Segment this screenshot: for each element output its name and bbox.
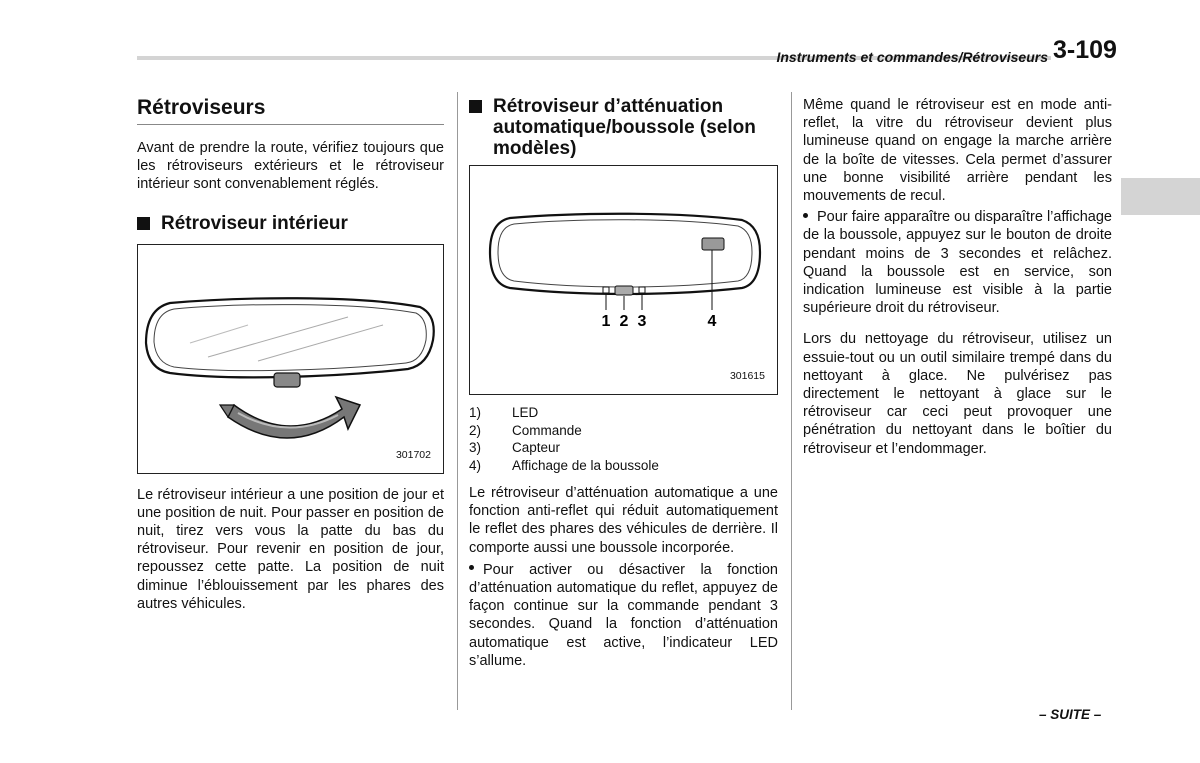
chapter-thumb-tab — [1121, 178, 1200, 215]
legend-item: 3) Capteur — [469, 440, 561, 455]
column-left — [137, 96, 444, 613]
bullet-paragraph: Pour faire apparaître ou disparaître l’affichage de la boussole, appuyez sur le bouton de droite pendant moins de 3 secondes et relâchez. Quand la boussole est en service, son indication lumineuse est visible à la partie supérieure droit du rétroviseur. — [803, 209, 1112, 317]
column-right — [803, 96, 1112, 458]
column-middle — [469, 96, 778, 670]
callout-1: 1 — [601, 313, 611, 330]
running-header: Instruments et commandes/Rétroviseurs — [776, 49, 1048, 65]
bullet-dot-icon — [469, 565, 474, 570]
callout-3: 3 — [637, 313, 647, 330]
continued-marker: – SUITE – — [1039, 707, 1102, 722]
bullet-paragraph: Pour activer ou désactiver la fonction d’atténuation automatique du reflet, appuyez de façon continue sur la commande pendant 3 secondes. Quand la fonction d’atténuation automatique est active, l’indicateur LED s’allume. — [469, 561, 778, 669]
interior-mirror-figure — [137, 244, 444, 474]
bullet-dot-icon — [803, 213, 808, 218]
legend-item: 4) Affichage de la boussole — [469, 457, 659, 473]
square-bullet-icon — [469, 100, 482, 113]
auto-dimming-mirror-illustration — [470, 166, 777, 394]
column-divider — [457, 92, 458, 710]
body-paragraph: Le rétroviseur intérieur a une position de jour et une position de nuit. Pour passer en position de nuit, tirez vers vous la patte du bas du rétroviseur. Pour revenir en position de jour, repoussez cette patte. La position de nuit diminue l’éblouissement par les phares des autres véhicules. — [137, 486, 444, 612]
square-bullet-icon — [137, 217, 150, 230]
body-paragraph: Le rétroviseur d’atténuation automatique a une fonction anti-reflet qui réduit automatiquement le reflet des phares des véhicules de derrière. Il comporte aussi une boussole incorporée. — [469, 485, 778, 556]
intro-paragraph: Avant de prendre la route, vérifiez toujours que les rétroviseurs extérieurs et le rétroviseur intérieur sont convenablement réglés. — [137, 140, 444, 193]
legend-item: 2) Commande — [469, 422, 582, 438]
subsection-title-auto-dimming — [469, 96, 778, 159]
figure-id: 301702 — [395, 448, 431, 461]
page-number: 3-109 — [1053, 36, 1117, 64]
figure-id: 301615 — [729, 370, 765, 382]
subsection-title-text: Rétroviseur intérieur — [161, 212, 348, 234]
section-title: Rétroviseurs — [137, 96, 444, 125]
callout-4: 4 — [707, 313, 717, 330]
column-divider — [791, 92, 792, 710]
auto-dimming-mirror-figure — [469, 165, 778, 395]
body-paragraph: Même quand le rétroviseur est en mode anti-reflet, la vitre du rétroviseur devient plus lumineuse quand on engage la marche arrière de la boîte de vitesses. Cela permet d’assurer une bonne visibilité arrière pendant les mouvements de recul. — [803, 97, 1112, 205]
interior-mirror-illustration — [138, 245, 443, 473]
subsection-title-text: Rétroviseur d’atténuation automatique/boussole (selon modèles) — [493, 96, 756, 159]
figure-legend — [469, 404, 778, 474]
body-paragraph: Lors du nettoyage du rétroviseur, utilisez un essuie-tout ou un outil similaire trempé dans du nettoyant à glace. Ne pulvérisez pas directement le nettoyant à glace sur le rétroviseur car ceci peut provoquer une pénétration du nettoyant dans le boîtier du rétroviseur et l’endommager. — [803, 331, 1112, 457]
callout-2: 2 — [619, 313, 629, 330]
subsection-title-interior-mirror — [137, 213, 444, 234]
legend-item: 1) LED — [469, 405, 539, 420]
